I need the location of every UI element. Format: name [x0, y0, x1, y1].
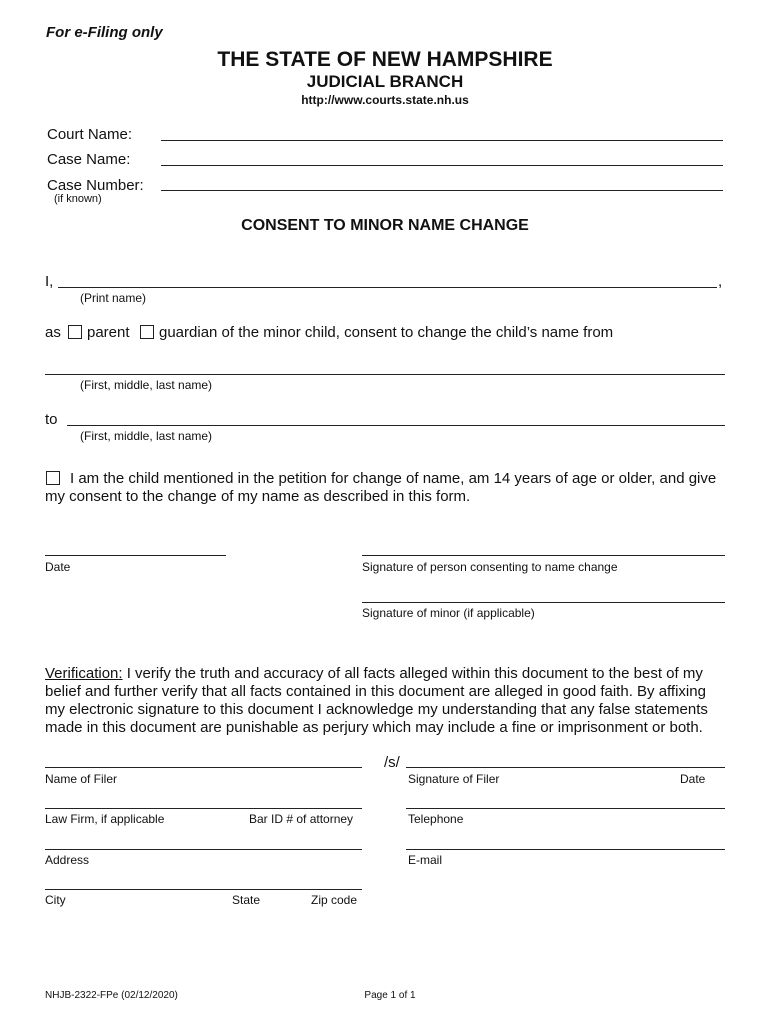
case-name-label: Case Name: — [47, 151, 131, 168]
case-name-field[interactable] — [161, 165, 723, 166]
to-name-hint: (First, middle, last name) — [80, 429, 213, 443]
consenting-signature-label: Signature of person consenting to name change — [362, 560, 618, 574]
minor-signature-label: Signature of minor (if applicable) — [362, 606, 535, 620]
print-name-field[interactable] — [58, 287, 717, 288]
bar-id-label: Bar ID # of attorney — [249, 812, 354, 826]
law-firm-label: Law Firm, if applicable — [45, 812, 165, 826]
parent-label: parent — [87, 324, 130, 341]
city-label: City — [45, 893, 66, 907]
filer-name-field[interactable] — [45, 767, 362, 768]
zip-label: Zip code — [311, 893, 358, 907]
branch-title: JUDICIAL BRANCH — [306, 72, 464, 91]
guardian-checkbox[interactable] — [140, 325, 154, 339]
from-name-field[interactable] — [45, 374, 725, 375]
city-state-zip-field[interactable] — [45, 889, 362, 890]
consenting-signature-field[interactable] — [362, 555, 725, 556]
filer-date-label: Date — [680, 772, 706, 786]
form-title: CONSENT TO MINOR NAME CHANGE — [241, 217, 529, 234]
if-known-note: (if known) — [54, 193, 102, 205]
minor-consent-checkbox[interactable] — [46, 471, 60, 485]
email-field[interactable] — [406, 849, 725, 850]
efiling-note: For e-Filing only — [46, 24, 163, 41]
form-id: NHJB-2322-FPe (02/12/2020) — [45, 990, 178, 1001]
court-url: http://www.courts.state.nh.us — [301, 93, 469, 107]
address-field[interactable] — [45, 849, 362, 850]
verification-line2: belief and further verify that all facts contained in this document are alleged in good faith. By affixing — [45, 683, 706, 700]
guardian-label: guardian of the minor child, consent to change the child’s name from — [159, 324, 614, 341]
telephone-field[interactable] — [406, 808, 725, 809]
verification-line3: my electronic signature to this document I acknowledge my understanding that any false statements — [45, 701, 708, 718]
from-name-hint: (First, middle, last name) — [80, 378, 213, 392]
minor-consent-line2: my consent to the change of my name as described in this form. — [45, 488, 471, 505]
court-name-label: Court Name: — [47, 126, 133, 143]
court-name-field[interactable] — [161, 140, 723, 141]
minor-signature-field[interactable] — [362, 602, 725, 603]
trailing-comma: , — [718, 273, 723, 290]
verification-line4: made in this document are punishable as perjury which may include a fine or imprisonment or both. — [45, 719, 703, 736]
case-number-label: Case Number: — [47, 177, 144, 194]
law-firm-field[interactable] — [45, 808, 362, 809]
signature-of-filer-label: Signature of Filer — [408, 772, 500, 786]
to-name-field[interactable] — [67, 425, 725, 426]
to-label: to — [45, 411, 58, 428]
verification-line1 — [45, 665, 735, 683]
case-number-field[interactable] — [161, 190, 723, 191]
date-label: Date — [45, 560, 71, 574]
verification-paragraph — [45, 665, 735, 737]
print-name-hint: (Print name) — [80, 291, 147, 305]
email-label: E-mail — [408, 853, 443, 867]
telephone-label: Telephone — [408, 812, 464, 826]
as-label: as — [45, 324, 61, 341]
i-label: I, — [45, 273, 54, 290]
filer-signature-field[interactable] — [406, 767, 725, 768]
date-field[interactable] — [45, 555, 226, 556]
verification-text1: I verify the truth and accuracy of all facts alleged within this document to the best of my — [122, 665, 703, 682]
verification-heading: Verification: — [45, 665, 123, 682]
state-label: State — [232, 893, 261, 907]
state-title: THE STATE OF NEW HAMPSHIRE — [217, 48, 553, 71]
name-of-filer-label: Name of Filer — [45, 772, 118, 786]
minor-consent-line1: I am the child mentioned in the petition for change of name, am 14 years of age or older, and give — [70, 470, 717, 487]
parent-checkbox[interactable] — [68, 325, 82, 339]
page-number: Page 1 of 1 — [364, 990, 416, 1001]
slash-s: /s/ — [384, 754, 400, 771]
address-label: Address — [45, 853, 90, 867]
